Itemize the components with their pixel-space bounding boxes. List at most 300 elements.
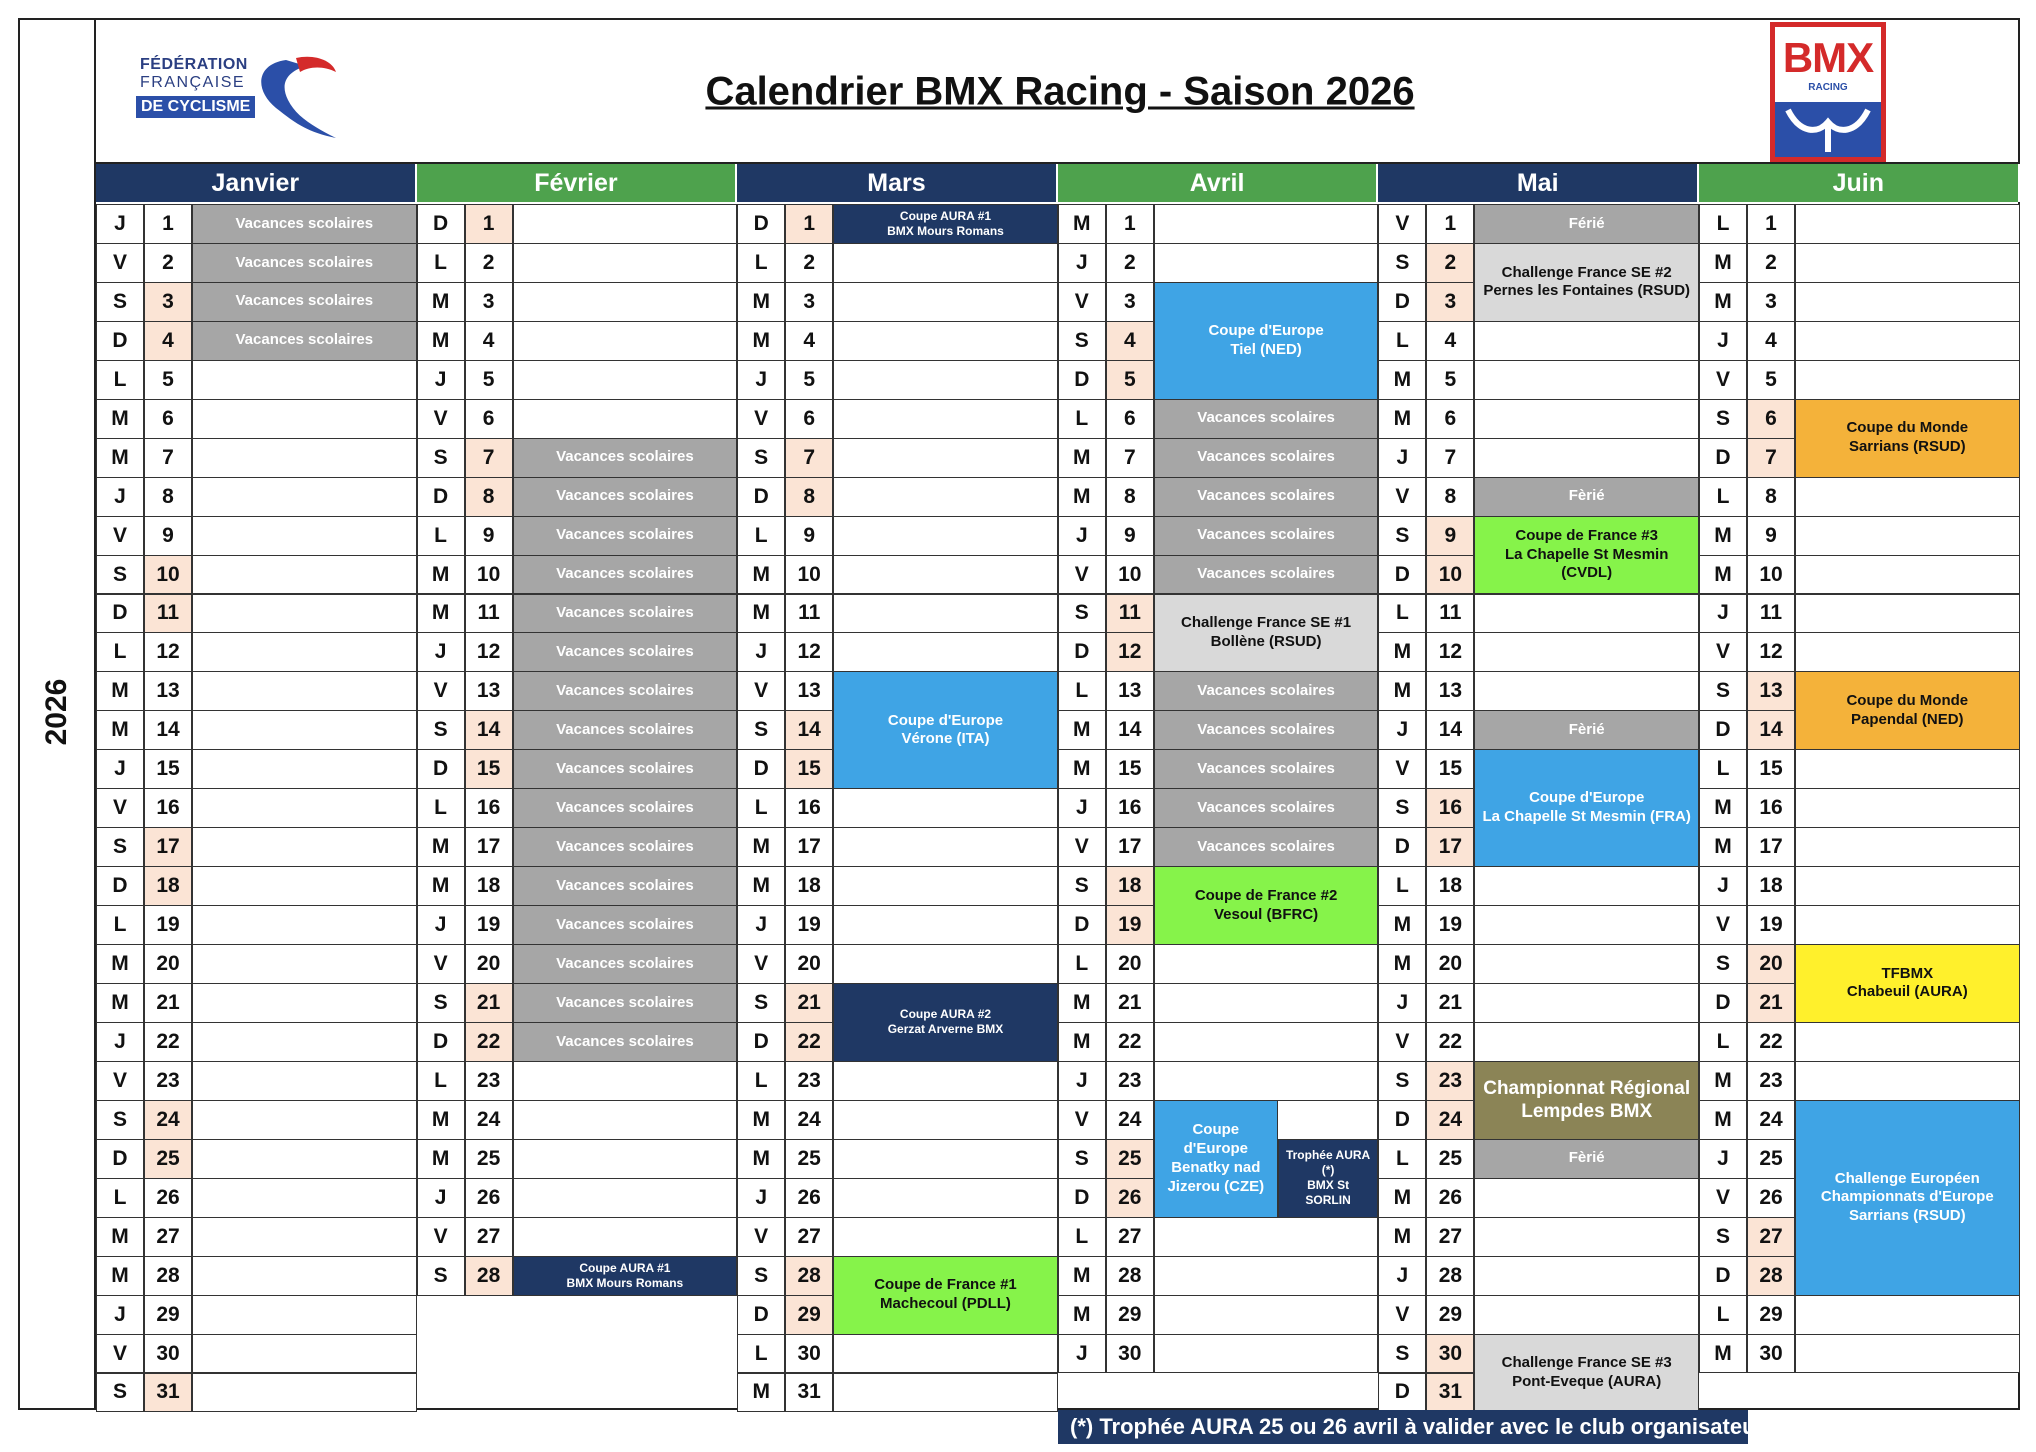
day-of-week: M [1699, 516, 1747, 556]
day-number: 31 [1426, 1373, 1474, 1413]
day-of-week: M [96, 671, 144, 711]
day-number: 11 [1747, 594, 1795, 634]
day-of-week: M [1378, 632, 1426, 672]
day-number: 6 [1106, 399, 1154, 439]
day-number: 17 [1426, 827, 1474, 867]
day-of-week: D [1058, 360, 1106, 400]
day-slot [1154, 1217, 1379, 1257]
day-number: 7 [1747, 438, 1795, 478]
day-number: 26 [465, 1178, 513, 1218]
day-of-week: S [1699, 1217, 1747, 1257]
day-number: 9 [1426, 516, 1474, 556]
day-slot [1795, 594, 2020, 634]
day-slot [1474, 983, 1699, 1023]
day-slot [1474, 944, 1699, 984]
day-number: 16 [785, 788, 833, 828]
day-of-week: M [96, 399, 144, 439]
day-of-week: L [1699, 1295, 1747, 1335]
day-number: 15 [144, 749, 192, 789]
day-number: 18 [785, 866, 833, 906]
calendar-event: Vacances scolaires [513, 788, 738, 828]
day-of-week: J [96, 1022, 144, 1062]
calendar-event: Coupe du Monde Sarrians (RSUD) [1795, 399, 2020, 478]
day-slot [1154, 1256, 1379, 1296]
day-slot [1474, 1295, 1699, 1335]
day-of-week: M [737, 594, 785, 634]
day-number: 22 [465, 1022, 513, 1062]
day-of-week: J [737, 360, 785, 400]
calendar-event: Coupe AURA #2 Gerzat Arverne BMX [833, 983, 1058, 1062]
day-slot [192, 1295, 417, 1335]
day-slot [1795, 1022, 2020, 1062]
calendar-event: Vacances scolaires [1154, 516, 1379, 556]
day-of-week: S [96, 827, 144, 867]
day-number: 24 [1426, 1100, 1474, 1140]
day-number: 19 [465, 905, 513, 945]
day-slot [192, 438, 417, 478]
day-of-week: L [1378, 594, 1426, 634]
day-of-week: L [1378, 321, 1426, 361]
day-of-week: V [737, 399, 785, 439]
day-number: 31 [144, 1373, 192, 1413]
day-number: 10 [785, 555, 833, 595]
day-number: 2 [1106, 243, 1154, 283]
day-of-week: D [417, 477, 465, 517]
day-of-week: D [737, 477, 785, 517]
calendar-event: Vacances scolaires [1154, 555, 1379, 595]
day-number: 28 [1747, 1256, 1795, 1296]
day-number: 8 [785, 477, 833, 517]
day-slot [513, 1061, 738, 1101]
day-slot [1795, 243, 2020, 283]
day-slot [513, 1178, 738, 1218]
calendar-event: Coupe de France #1 Machecoul (PDLL) [833, 1256, 1058, 1335]
day-of-week: V [1378, 204, 1426, 244]
day-of-week: J [737, 1178, 785, 1218]
day-number: 15 [1747, 749, 1795, 789]
day-number: 29 [1747, 1295, 1795, 1335]
day-number: 2 [1747, 243, 1795, 283]
day-of-week: L [1058, 671, 1106, 711]
day-of-week: M [417, 321, 465, 361]
day-of-week: L [1699, 749, 1747, 789]
day-number: 29 [1426, 1295, 1474, 1335]
calendar-event: Coupe de France #2 Vesoul (BFRC) [1154, 866, 1379, 945]
day-of-week: S [1699, 399, 1747, 439]
day-slot [1795, 827, 2020, 867]
day-of-week: S [1378, 788, 1426, 828]
day-slot [1474, 671, 1699, 711]
day-slot [192, 749, 417, 789]
day-number: 6 [144, 399, 192, 439]
day-number: 24 [785, 1100, 833, 1140]
day-number: 9 [785, 516, 833, 556]
day-slot [833, 438, 1058, 478]
day-number: 31 [785, 1373, 833, 1413]
day-of-week: D [1699, 710, 1747, 750]
day-number: 15 [785, 749, 833, 789]
day-number: 19 [1106, 905, 1154, 945]
day-slot [513, 204, 738, 244]
day-number: 3 [785, 282, 833, 322]
day-number: 30 [1426, 1334, 1474, 1374]
bmx-logo-text: BMX [1782, 34, 1874, 81]
calendar-event: Vacances scolaires [513, 632, 738, 672]
day-slot [833, 1217, 1058, 1257]
calendar-event: Coupe d'Europe Vérone (ITA) [833, 671, 1058, 789]
day-of-week: D [1699, 438, 1747, 478]
day-of-week: S [96, 282, 144, 322]
day-number: 2 [1426, 243, 1474, 283]
day-slot [1474, 1178, 1699, 1218]
day-of-week: V [96, 1334, 144, 1374]
day-number: 12 [465, 632, 513, 672]
day-number: 4 [465, 321, 513, 361]
day-number: 27 [465, 1217, 513, 1257]
day-number: 3 [1426, 282, 1474, 322]
day-slot [192, 1373, 417, 1413]
day-slot [1795, 866, 2020, 906]
bmx-logo-subtext: RACING [1808, 82, 1848, 93]
day-of-week: S [737, 710, 785, 750]
day-slot [192, 477, 417, 517]
day-number: 20 [1426, 944, 1474, 984]
day-number: 11 [144, 594, 192, 634]
day-number: 20 [785, 944, 833, 984]
day-number: 26 [144, 1178, 192, 1218]
day-of-week: V [1378, 477, 1426, 517]
day-of-week: M [1058, 1022, 1106, 1062]
calendar-event: Vacances scolaires [513, 710, 738, 750]
day-number: 22 [1426, 1022, 1474, 1062]
day-of-week: D [1378, 1373, 1426, 1413]
day-of-week: D [1699, 983, 1747, 1023]
day-number: 18 [1426, 866, 1474, 906]
day-number: 8 [1106, 477, 1154, 517]
calendar-event: Challenge France SE #1 Bollène (RSUD) [1154, 594, 1379, 673]
day-number: 16 [465, 788, 513, 828]
ffc-logo-line1: FÉDÉRATION [140, 56, 248, 73]
day-number: 15 [1106, 749, 1154, 789]
day-number: 23 [1106, 1061, 1154, 1101]
day-number: 18 [1106, 866, 1154, 906]
day-of-week: L [1058, 399, 1106, 439]
day-number: 13 [1106, 671, 1154, 711]
day-of-week: D [1058, 1178, 1106, 1218]
day-of-week: M [1378, 944, 1426, 984]
day-number: 27 [144, 1217, 192, 1257]
calendar-event: Coupe d'Europe Tiel (NED) [1154, 282, 1379, 400]
day-of-week: D [417, 1022, 465, 1062]
day-number: 23 [144, 1061, 192, 1101]
day-number: 21 [465, 983, 513, 1023]
day-of-week: J [1699, 866, 1747, 906]
day-slot [192, 944, 417, 984]
day-number: 8 [1747, 477, 1795, 517]
day-number: 24 [144, 1100, 192, 1140]
calendar-event: Vacances scolaires [1154, 827, 1379, 867]
day-of-week: J [1378, 710, 1426, 750]
day-of-week: M [1699, 243, 1747, 283]
day-slot [1474, 321, 1699, 361]
calendar-event: Vacances scolaires [192, 204, 417, 244]
day-of-week: J [96, 749, 144, 789]
day-number: 27 [785, 1217, 833, 1257]
day-number: 6 [465, 399, 513, 439]
day-slot [1154, 1295, 1379, 1335]
day-slot [833, 1178, 1058, 1218]
day-number: 24 [1747, 1100, 1795, 1140]
calendar-event: Coupe AURA #1 BMX Mours Romans [513, 1256, 738, 1296]
day-number: 15 [465, 749, 513, 789]
day-of-week: M [737, 827, 785, 867]
day-of-week: M [1058, 438, 1106, 478]
day-number: 10 [1106, 555, 1154, 595]
day-of-week: S [737, 1256, 785, 1296]
day-number: 12 [1106, 632, 1154, 672]
day-slot [1474, 1256, 1699, 1296]
day-slot [1474, 594, 1699, 634]
calendar-event: Vacances scolaires [513, 905, 738, 945]
day-number: 1 [144, 204, 192, 244]
day-of-week: M [1058, 1295, 1106, 1335]
day-slot [192, 983, 417, 1023]
day-number: 10 [465, 555, 513, 595]
day-of-week: L [737, 788, 785, 828]
day-of-week: M [96, 438, 144, 478]
calendar-event: Vacances scolaires [1154, 710, 1379, 750]
day-number: 14 [1747, 710, 1795, 750]
day-number: 12 [1747, 632, 1795, 672]
day-of-week: S [96, 555, 144, 595]
day-of-week: M [1378, 360, 1426, 400]
calendar-event: Coupe AURA #1 BMX Mours Romans [833, 204, 1058, 244]
day-of-week: S [417, 710, 465, 750]
month-header: Avril [1058, 164, 1379, 202]
day-of-week: L [96, 632, 144, 672]
day-number: 29 [144, 1295, 192, 1335]
day-of-week: L [1378, 866, 1426, 906]
calendar-event: Vacances scolaires [1154, 788, 1379, 828]
day-slot [1474, 905, 1699, 945]
day-of-week: M [96, 983, 144, 1023]
ffc-logo-line3: DE CYCLISME [136, 96, 255, 118]
day-of-week: M [96, 944, 144, 984]
day-of-week: D [96, 321, 144, 361]
day-slot [1474, 632, 1699, 672]
day-slot [1474, 1217, 1699, 1257]
calendar-event: Fèrié [1474, 1139, 1699, 1179]
day-slot [513, 1217, 738, 1257]
day-of-week: L [737, 243, 785, 283]
day-of-week: V [1378, 1295, 1426, 1335]
day-number: 14 [1106, 710, 1154, 750]
day-of-week: L [417, 516, 465, 556]
day-of-week: S [1058, 1139, 1106, 1179]
day-of-week: D [1699, 1256, 1747, 1296]
day-number: 10 [1426, 555, 1474, 595]
day-number: 19 [1747, 905, 1795, 945]
day-slot [1795, 204, 2020, 244]
day-number: 20 [1747, 944, 1795, 984]
day-number: 25 [785, 1139, 833, 1179]
day-number: 5 [785, 360, 833, 400]
calendar-event: Vacances scolaires [513, 983, 738, 1023]
day-number: 19 [144, 905, 192, 945]
calendar-event: Vacances scolaires [513, 477, 738, 517]
day-of-week: J [417, 905, 465, 945]
day-of-week: V [1058, 827, 1106, 867]
day-number: 9 [465, 516, 513, 556]
day-of-week: L [1378, 1139, 1426, 1179]
day-number: 7 [144, 438, 192, 478]
day-of-week: V [1378, 1022, 1426, 1062]
day-number: 12 [144, 632, 192, 672]
day-number: 22 [785, 1022, 833, 1062]
day-of-week: J [1058, 788, 1106, 828]
day-number: 7 [1426, 438, 1474, 478]
day-number: 13 [1747, 671, 1795, 711]
day-number: 28 [1426, 1256, 1474, 1296]
day-number: 4 [144, 321, 192, 361]
day-number: 11 [1106, 594, 1154, 634]
day-slot [192, 1334, 417, 1374]
day-of-week: S [1378, 1061, 1426, 1101]
calendar-event: Vacances scolaires [513, 944, 738, 984]
day-slot [1795, 477, 2020, 517]
day-of-week: J [417, 1178, 465, 1218]
day-slot [192, 1100, 417, 1140]
day-number: 12 [1426, 632, 1474, 672]
day-slot [513, 243, 738, 283]
day-number: 30 [1747, 1334, 1795, 1374]
day-number: 23 [785, 1061, 833, 1101]
day-of-week: J [1378, 1256, 1426, 1296]
page-title: Calendrier BMX Racing - Saison 2026 [705, 69, 1415, 114]
day-of-week: V [417, 1217, 465, 1257]
day-of-week: M [96, 1256, 144, 1296]
day-number: 4 [1747, 321, 1795, 361]
day-of-week: S [1378, 1334, 1426, 1374]
day-slot [192, 827, 417, 867]
calendar-event: Vacances scolaires [192, 321, 417, 361]
day-number: 26 [1747, 1178, 1795, 1218]
day-slot [833, 399, 1058, 439]
day-of-week: M [96, 710, 144, 750]
day-slot [1154, 1334, 1379, 1374]
day-of-week: J [1378, 983, 1426, 1023]
calendar-event: Coupe du Monde Papendal (NED) [1795, 671, 2020, 750]
day-number: 9 [1747, 516, 1795, 556]
day-number: 26 [785, 1178, 833, 1218]
day-number: 20 [1106, 944, 1154, 984]
day-of-week: M [1699, 555, 1747, 595]
day-slot [513, 1100, 738, 1140]
calendar-event: Championnat Régional Lempdes BMX [1474, 1061, 1699, 1140]
day-of-week: M [1058, 477, 1106, 517]
day-number: 17 [1106, 827, 1154, 867]
day-number: 23 [1426, 1061, 1474, 1101]
calendar-event: Vacances scolaires [513, 749, 738, 789]
calendar-event: Vacances scolaires [513, 671, 738, 711]
day-of-week: D [1378, 827, 1426, 867]
day-of-week: S [417, 438, 465, 478]
day-of-week: M [417, 282, 465, 322]
day-of-week: L [96, 905, 144, 945]
day-number: 1 [785, 204, 833, 244]
calendar-event: Vacances scolaires [513, 866, 738, 906]
day-number: 23 [1747, 1061, 1795, 1101]
day-of-week: J [737, 632, 785, 672]
day-slot [833, 1100, 1058, 1140]
day-slot [192, 1178, 417, 1218]
day-number: 16 [1747, 788, 1795, 828]
day-of-week: M [737, 1100, 785, 1140]
day-number: 13 [144, 671, 192, 711]
day-of-week: V [417, 671, 465, 711]
day-of-week: J [1699, 1139, 1747, 1179]
day-of-week: M [1699, 1061, 1747, 1101]
day-number: 17 [465, 827, 513, 867]
day-slot [513, 282, 738, 322]
month-header: Février [417, 164, 738, 202]
day-number: 4 [1106, 321, 1154, 361]
day-of-week: M [1378, 399, 1426, 439]
day-of-week: D [1058, 632, 1106, 672]
day-of-week: M [417, 1100, 465, 1140]
day-of-week: L [737, 1334, 785, 1374]
day-number: 3 [1106, 282, 1154, 322]
day-slot [833, 477, 1058, 517]
day-number: 25 [465, 1139, 513, 1179]
day-number: 20 [465, 944, 513, 984]
day-slot [1154, 983, 1379, 1023]
calendar-event: Challenge France SE #3 Pont-Eveque (AURA) [1474, 1334, 1699, 1413]
day-of-week: S [737, 438, 785, 478]
day-of-week: L [96, 1178, 144, 1218]
day-slot [833, 905, 1058, 945]
day-of-week: D [737, 1295, 785, 1335]
day-of-week: S [417, 1256, 465, 1296]
calendar-event: Vacances scolaires [192, 282, 417, 322]
day-number: 7 [785, 438, 833, 478]
footnote: (*) Trophée AURA 25 ou 26 avril à valider avec le club organisateur [1058, 1410, 1748, 1444]
day-of-week: J [96, 1295, 144, 1335]
day-number: 28 [785, 1256, 833, 1296]
day-slot [192, 594, 417, 634]
day-slot [833, 516, 1058, 556]
day-of-week: V [1699, 1178, 1747, 1218]
day-of-week: S [96, 1100, 144, 1140]
day-of-week: J [1058, 243, 1106, 283]
day-of-week: S [1378, 516, 1426, 556]
day-number: 17 [1747, 827, 1795, 867]
calendar-event: Vacances scolaires [1154, 399, 1379, 439]
day-number: 16 [144, 788, 192, 828]
day-of-week: M [1699, 788, 1747, 828]
calendar-event: Vacances scolaires [513, 594, 738, 634]
day-of-week: L [1699, 204, 1747, 244]
day-slot [1795, 360, 2020, 400]
day-number: 10 [144, 555, 192, 595]
day-number: 9 [144, 516, 192, 556]
calendar-event: Vacances scolaires [1154, 438, 1379, 478]
day-of-week: D [96, 866, 144, 906]
day-number: 9 [1106, 516, 1154, 556]
day-number: 13 [1426, 671, 1474, 711]
day-slot [192, 671, 417, 711]
day-slot [833, 1061, 1058, 1101]
